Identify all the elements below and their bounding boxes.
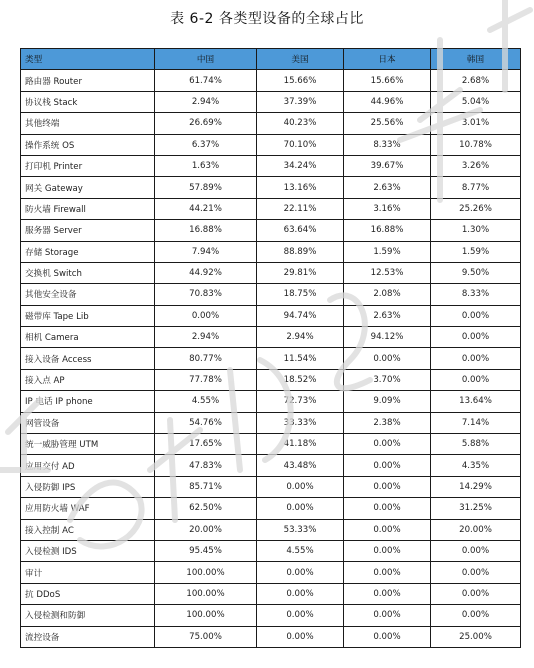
table-row bbox=[21, 134, 521, 155]
cell-china: 44.92% bbox=[155, 262, 257, 283]
cell-usa: 13.16% bbox=[257, 177, 344, 198]
cell-usa: 0.00% bbox=[257, 476, 344, 497]
table-row bbox=[21, 605, 521, 626]
cell-korea: 3.26% bbox=[431, 155, 521, 176]
cell-korea: 5.88% bbox=[431, 434, 521, 455]
cell-china: 44.21% bbox=[155, 198, 257, 219]
cell-china: 62.50% bbox=[155, 498, 257, 519]
column-header-china: 中国 bbox=[155, 49, 257, 70]
cell-usa: 18.52% bbox=[257, 369, 344, 390]
cell-type: 服务器 Server bbox=[21, 220, 155, 241]
table-row bbox=[21, 562, 521, 583]
column-header-usa: 美国 bbox=[257, 49, 344, 70]
cell-usa: 15.66% bbox=[257, 70, 344, 91]
cell-korea: 0.00% bbox=[431, 605, 521, 626]
table-row bbox=[21, 198, 521, 219]
table-row bbox=[21, 476, 521, 497]
table-row bbox=[21, 155, 521, 176]
cell-type: IP 电话 IP phone bbox=[21, 391, 155, 412]
cell-japan: 3.70% bbox=[344, 369, 431, 390]
cell-usa: 43.48% bbox=[257, 455, 344, 476]
cell-type: 操作系统 OS bbox=[21, 134, 155, 155]
cell-korea: 13.64% bbox=[431, 391, 521, 412]
cell-usa: 0.00% bbox=[257, 626, 344, 647]
cell-china: 7.94% bbox=[155, 241, 257, 262]
cell-usa: 0.00% bbox=[257, 605, 344, 626]
cell-usa: 94.74% bbox=[257, 305, 344, 326]
cell-korea: 25.26% bbox=[431, 198, 521, 219]
cell-type: 审计 bbox=[21, 562, 155, 583]
cell-china: 100.00% bbox=[155, 562, 257, 583]
cell-japan: 2.38% bbox=[344, 412, 431, 433]
cell-japan: 0.00% bbox=[344, 583, 431, 604]
table-row bbox=[21, 626, 521, 647]
cell-china: 57.89% bbox=[155, 177, 257, 198]
cell-china: 75.00% bbox=[155, 626, 257, 647]
cell-korea: 5.04% bbox=[431, 91, 521, 112]
cell-korea: 0.00% bbox=[431, 583, 521, 604]
table-row bbox=[21, 177, 521, 198]
table-row bbox=[21, 91, 521, 112]
cell-type: 统一威胁管理 UTM bbox=[21, 434, 155, 455]
cell-usa: 41.18% bbox=[257, 434, 344, 455]
table-body bbox=[21, 70, 521, 648]
cell-type: 协议栈 Stack bbox=[21, 91, 155, 112]
cell-usa: 33.33% bbox=[257, 412, 344, 433]
cell-korea: 0.00% bbox=[431, 305, 521, 326]
table-row bbox=[21, 70, 521, 91]
cell-type: 其他安全设备 bbox=[21, 284, 155, 305]
cell-usa: 70.10% bbox=[257, 134, 344, 155]
cell-china: 6.37% bbox=[155, 134, 257, 155]
cell-japan: 2.63% bbox=[344, 305, 431, 326]
cell-usa: 22.11% bbox=[257, 198, 344, 219]
cell-usa: 88.89% bbox=[257, 241, 344, 262]
cell-japan: 0.00% bbox=[344, 434, 431, 455]
cell-japan: 3.16% bbox=[344, 198, 431, 219]
cell-japan: 1.59% bbox=[344, 241, 431, 262]
cell-korea: 0.00% bbox=[431, 540, 521, 561]
cell-type: 防火墙 Firewall bbox=[21, 198, 155, 219]
cell-japan: 0.00% bbox=[344, 455, 431, 476]
table-row bbox=[21, 583, 521, 604]
header-row bbox=[21, 49, 521, 70]
table-row bbox=[21, 327, 521, 348]
cell-china: 0.00% bbox=[155, 305, 257, 326]
cell-usa: 29.81% bbox=[257, 262, 344, 283]
cell-usa: 63.64% bbox=[257, 220, 344, 241]
table-row bbox=[21, 540, 521, 561]
table-row bbox=[21, 434, 521, 455]
cell-korea: 9.50% bbox=[431, 262, 521, 283]
cell-type: 磁带库 Tape Lib bbox=[21, 305, 155, 326]
cell-japan: 94.12% bbox=[344, 327, 431, 348]
table-row bbox=[21, 305, 521, 326]
cell-china: 4.55% bbox=[155, 391, 257, 412]
cell-type: 抗 DDoS bbox=[21, 583, 155, 604]
cell-china: 47.83% bbox=[155, 455, 257, 476]
cell-china: 2.94% bbox=[155, 91, 257, 112]
cell-usa: 34.24% bbox=[257, 155, 344, 176]
cell-usa: 11.54% bbox=[257, 348, 344, 369]
table-row bbox=[21, 348, 521, 369]
cell-korea: 2.68% bbox=[431, 70, 521, 91]
cell-type: 接入控制 AC bbox=[21, 519, 155, 540]
cell-type: 接入点 AP bbox=[21, 369, 155, 390]
cell-type: 应用交付 AD bbox=[21, 455, 155, 476]
cell-china: 95.45% bbox=[155, 540, 257, 561]
table-row bbox=[21, 498, 521, 519]
cell-type: 网关 Gateway bbox=[21, 177, 155, 198]
cell-usa: 0.00% bbox=[257, 498, 344, 519]
cell-china: 54.76% bbox=[155, 412, 257, 433]
cell-type: 打印机 Printer bbox=[21, 155, 155, 176]
table-row bbox=[21, 241, 521, 262]
cell-korea: 25.00% bbox=[431, 626, 521, 647]
cell-korea: 0.00% bbox=[431, 562, 521, 583]
cell-usa: 72.73% bbox=[257, 391, 344, 412]
cell-japan: 2.63% bbox=[344, 177, 431, 198]
cell-usa: 37.39% bbox=[257, 91, 344, 112]
cell-china: 61.74% bbox=[155, 70, 257, 91]
cell-type: 交换机 Switch bbox=[21, 262, 155, 283]
cell-japan: 12.53% bbox=[344, 262, 431, 283]
column-header-korea: 韩国 bbox=[431, 49, 521, 70]
cell-korea: 4.35% bbox=[431, 455, 521, 476]
cell-korea: 10.78% bbox=[431, 134, 521, 155]
cell-usa: 53.33% bbox=[257, 519, 344, 540]
cell-korea: 8.77% bbox=[431, 177, 521, 198]
cell-type: 入侵检测 IDS bbox=[21, 540, 155, 561]
cell-korea: 0.00% bbox=[431, 327, 521, 348]
cell-china: 85.71% bbox=[155, 476, 257, 497]
table-row bbox=[21, 391, 521, 412]
table-row bbox=[21, 262, 521, 283]
cell-japan: 0.00% bbox=[344, 476, 431, 497]
cell-china: 2.94% bbox=[155, 327, 257, 348]
cell-japan: 16.88% bbox=[344, 220, 431, 241]
cell-korea: 31.25% bbox=[431, 498, 521, 519]
cell-type: 路由器 Router bbox=[21, 70, 155, 91]
cell-korea: 3.01% bbox=[431, 113, 521, 134]
table-row bbox=[21, 455, 521, 476]
cell-china: 17.65% bbox=[155, 434, 257, 455]
cell-korea: 0.00% bbox=[431, 348, 521, 369]
cell-type: 存储 Storage bbox=[21, 241, 155, 262]
cell-japan: 0.00% bbox=[344, 626, 431, 647]
cell-japan: 8.33% bbox=[344, 134, 431, 155]
cell-japan: 44.96% bbox=[344, 91, 431, 112]
cell-type: 接入设备 Access bbox=[21, 348, 155, 369]
cell-type: 入侵检测和防御 bbox=[21, 605, 155, 626]
cell-type: 相机 Camera bbox=[21, 327, 155, 348]
cell-japan: 0.00% bbox=[344, 605, 431, 626]
cell-japan: 9.09% bbox=[344, 391, 431, 412]
cell-china: 20.00% bbox=[155, 519, 257, 540]
table-row bbox=[21, 369, 521, 390]
cell-japan: 0.00% bbox=[344, 519, 431, 540]
cell-usa: 0.00% bbox=[257, 583, 344, 604]
cell-usa: 40.23% bbox=[257, 113, 344, 134]
column-header-japan: 日本 bbox=[344, 49, 431, 70]
cell-usa: 18.75% bbox=[257, 284, 344, 305]
cell-korea: 1.30% bbox=[431, 220, 521, 241]
cell-china: 70.83% bbox=[155, 284, 257, 305]
cell-japan: 0.00% bbox=[344, 562, 431, 583]
cell-china: 80.77% bbox=[155, 348, 257, 369]
table-row bbox=[21, 284, 521, 305]
table-row bbox=[21, 113, 521, 134]
cell-type: 应用防火墙 WAF bbox=[21, 498, 155, 519]
cell-japan: 2.08% bbox=[344, 284, 431, 305]
cell-china: 100.00% bbox=[155, 605, 257, 626]
cell-japan: 15.66% bbox=[344, 70, 431, 91]
cell-japan: 0.00% bbox=[344, 498, 431, 519]
cell-china: 100.00% bbox=[155, 583, 257, 604]
table-title: 表 6-2 各类型设备的全球占比 bbox=[170, 11, 364, 27]
cell-china: 16.88% bbox=[155, 220, 257, 241]
cell-china: 1.63% bbox=[155, 155, 257, 176]
cell-usa: 4.55% bbox=[257, 540, 344, 561]
cell-korea: 8.33% bbox=[431, 284, 521, 305]
cell-japan: 0.00% bbox=[344, 348, 431, 369]
device-share-table bbox=[20, 48, 521, 648]
cell-usa: 2.94% bbox=[257, 327, 344, 348]
cell-type: 入侵防御 IPS bbox=[21, 476, 155, 497]
cell-japan: 0.00% bbox=[344, 540, 431, 561]
column-header-type: 类型 bbox=[21, 49, 155, 70]
cell-korea: 7.14% bbox=[431, 412, 521, 433]
cell-japan: 25.56% bbox=[344, 113, 431, 134]
cell-korea: 0.00% bbox=[431, 369, 521, 390]
cell-china: 26.69% bbox=[155, 113, 257, 134]
cell-type: 网管设备 bbox=[21, 412, 155, 433]
cell-usa: 0.00% bbox=[257, 562, 344, 583]
cell-korea: 1.59% bbox=[431, 241, 521, 262]
table-row bbox=[21, 519, 521, 540]
cell-type: 流控设备 bbox=[21, 626, 155, 647]
cell-type: 其他终端 bbox=[21, 113, 155, 134]
cell-korea: 14.29% bbox=[431, 476, 521, 497]
table-row bbox=[21, 412, 521, 433]
table-row bbox=[21, 220, 521, 241]
cell-japan: 39.67% bbox=[344, 155, 431, 176]
cell-china: 77.78% bbox=[155, 369, 257, 390]
cell-korea: 20.00% bbox=[431, 519, 521, 540]
